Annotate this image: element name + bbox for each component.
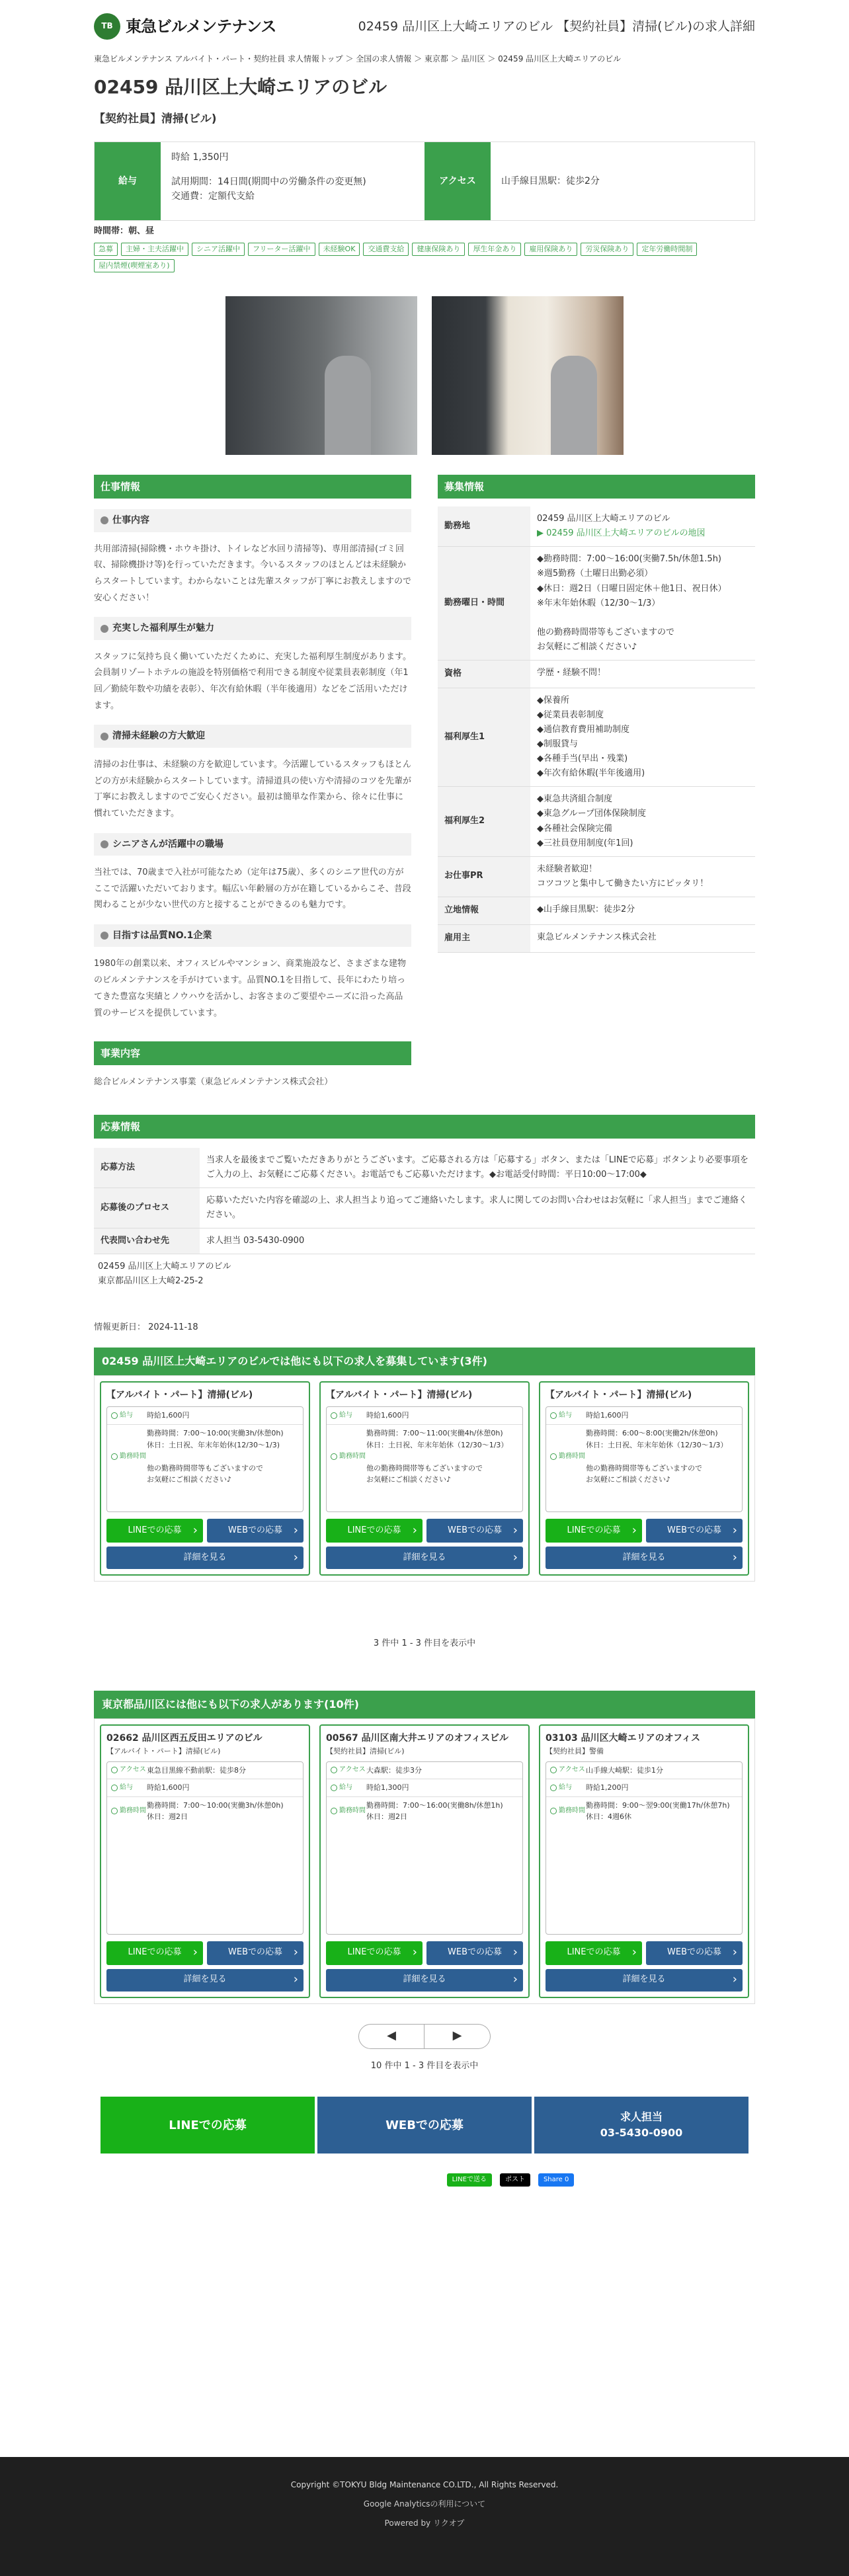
subsection-title: 清掃未経験の方大歓迎 <box>112 731 205 742</box>
detail-button[interactable]: 詳細を見る › <box>326 1547 523 1569</box>
footer <box>0 2457 849 2576</box>
feature-tag: 主婦・主夫活躍中 <box>121 243 188 256</box>
yen-icon <box>550 1785 557 1791</box>
apply-table <box>94 1148 755 1254</box>
clock-icon <box>111 1453 118 1460</box>
same-building-cards <box>94 1375 755 1582</box>
feature-tag: 屋内禁煙(喫煙室あり) <box>94 259 175 272</box>
web-apply-button[interactable]: WEBでの応募 › <box>426 1519 523 1543</box>
subsection-heading <box>94 924 411 947</box>
recruit-label: 福利厚生1 <box>438 688 530 787</box>
line-apply-button[interactable]: LINEでの応募 › <box>106 1941 203 1965</box>
apply-label: 応募方法 <box>94 1148 200 1188</box>
train-icon <box>550 1767 557 1773</box>
job-card[interactable] <box>319 1724 530 1998</box>
bullet-icon <box>101 516 108 524</box>
card-details: アクセス 東急目黒線不動前駅：徒歩8分 給与 時給1,600円 勤務時間 勤務時間：7:00〜10:00(実働3h/休憩0h) 休日：週2日 <box>106 1761 303 1935</box>
apply-value: 当求人を最後までご覧いただきありがとうございます。ご応募される方は「応募する」ボタン、または「LINEで応募」ボタンより必要事項をご入力の上、お気軽にご応募ください。お電話でもご応募いただけます。◆お電話受付時間：平日10:00〜17:00◆ <box>200 1148 755 1188</box>
yen-icon <box>550 1412 557 1419</box>
web-apply-button[interactable]: WEBでの応募 › <box>426 1941 523 1965</box>
detail-button[interactable]: 詳細を見る › <box>546 1547 743 1569</box>
apply-row <box>94 1148 755 1188</box>
x-share-button[interactable]: ポスト <box>500 2173 530 2187</box>
feature-tag: 定年労働時間制 <box>637 243 697 256</box>
feature-tag: 健康保険あり <box>412 243 465 256</box>
recruit-label: お仕事PR <box>438 856 530 897</box>
work-info-heading: 仕事情報 <box>94 475 411 499</box>
clock-icon <box>550 1453 557 1460</box>
train-icon <box>331 1767 337 1773</box>
apply-cta <box>94 2097 755 2153</box>
card-subtitle: 【契約社員】清掃(ビル) <box>326 1747 405 1756</box>
card-salary: 時給1,600円 <box>147 1783 190 1792</box>
job-card[interactable] <box>539 1724 749 1998</box>
job-photo <box>225 296 417 455</box>
recruit-heading: 募集情報 <box>438 475 755 499</box>
subsection-text: スタッフに気持ち良く働いていただくために、充実した福利厚生制度があります。会員制リゾートホテルの施設を特別価格で利用できる制度や従業員表彰制度（年1回／勤続年数や功績を表彰）、年次有給休暇（半年後適用）などをご活用いただけます。 <box>94 651 411 711</box>
card-work-time: 勤務時間：7:00〜10:00(実働3h/休憩0h) 休日：土日祝、年末年始休(12/30〜1/3) 他の勤務時間帯等もございますので お気軽にご相談ください♪ <box>147 1428 284 1484</box>
subsection-heading <box>94 617 411 639</box>
feature-tag: 交通費支給 <box>363 243 409 256</box>
copyright: Copyright ©TOKYU Bldg Maintenance CO.LTD., All Rights Reserved. <box>290 2480 559 2489</box>
card-title[interactable]: 03103 品川区大崎エリアのオフィス <box>546 1732 701 1744</box>
job-subtitle: 【契約社員】清掃(ビル) <box>94 112 217 126</box>
bullet-icon <box>101 840 108 848</box>
clock-icon <box>331 1453 337 1460</box>
line-share-button[interactable]: LINEで送る <box>447 2173 492 2187</box>
other-jobs-cards <box>94 1718 755 2004</box>
line-apply-button[interactable]: LINEでの応募 <box>101 2097 315 2153</box>
site-header <box>94 0 755 53</box>
feature-tag: 急募 <box>94 243 118 256</box>
bullet-icon <box>101 932 108 940</box>
recruit-value: ◆保養所 ◆従業員表彰制度 ◆通信教育費用補助制度 ◆制服貸与 ◆各種手当(早出・残業) ◆年次有給休暇(半年後適用) <box>530 688 755 787</box>
clock-icon <box>111 1808 118 1814</box>
feature-tag: 未経験OK <box>319 243 360 256</box>
card-title[interactable]: 【アルバイト・パート】清掃(ビル) <box>106 1389 253 1400</box>
recruit-row <box>438 661 755 688</box>
bullet-icon <box>101 733 108 741</box>
access-value: 山手線目黒駅：徒歩2分 <box>501 176 600 187</box>
summary-box <box>94 141 755 221</box>
business-heading: 事業内容 <box>94 1041 411 1065</box>
recruit-value: 未経験者歓迎！ コツコツと集中して働きたい方にピッタリ！ <box>530 856 755 897</box>
subsection-text: 1980年の創業以来、オフィスビルやマンション、商業施設など、さまざまな建物のビルメンテナンスを手がけています。品質NO.1を目指して、長年にわたり培ってきた豊富な実績とノウハウを活かし、お客さまのご要望やニーズに沿った高品質のサービスを提供しています。 <box>94 959 407 1018</box>
recruit-value: 東急ビルメンテナンス株式会社 <box>530 924 755 952</box>
feature-tag: 厚生年金あり <box>468 243 521 256</box>
card-salary: 時給1,200円 <box>586 1783 629 1792</box>
subsection-heading <box>94 833 411 856</box>
card-details: 給与 時給1,600円 勤務時間 勤務時間：7:00〜11:00(実働4h/休憩0h) 休日：土日祝、年末年始休（12/30〜1/3） 他の勤務時間帯等もございますので お気軽にご相談ください♪ <box>326 1406 523 1512</box>
subsection-text: 当社では、70歳まで入社が可能なため（定年は75歳）、多くのシニア世代の方がここで活躍いただいております。幅広い年齢層の方が在籍しているからこそ、昔段関わることが少ない世代の方と接することができるのも魅力です。 <box>94 867 411 910</box>
salary-line: 時給 1,350円 <box>171 152 229 163</box>
line-apply-button[interactable]: LINEでの応募 › <box>326 1941 423 1965</box>
detail-button[interactable]: 詳細を見る › <box>326 1969 523 1992</box>
photo-gallery <box>94 296 755 455</box>
card-title[interactable]: 【アルバイト・パート】清掃(ビル) <box>326 1389 473 1400</box>
bullet-icon <box>101 625 108 633</box>
apply-row <box>94 1188 755 1228</box>
recruit-label: 資格 <box>438 661 530 688</box>
recruit-label: 立地情報 <box>438 897 530 924</box>
card-title[interactable]: 【アルバイト・パート】清掃(ビル) <box>546 1389 692 1400</box>
transport-line: 交通費：定額代支給 <box>171 191 255 202</box>
card-details: 給与 時給1,600円 勤務時間 勤務時間：6:00〜8:00(実働2h/休憩0h) 休日：土日祝、年末年始休（12/30〜1/3） 他の勤務時間帯等もございますので お気軽にご相談ください♪ <box>546 1406 743 1512</box>
apply-row <box>94 1228 755 1254</box>
salary-label: 給与 <box>95 142 161 220</box>
yen-icon <box>331 1412 337 1419</box>
card-details: アクセス 大森駅：徒歩3分 給与 時給1,300円 勤務時間 勤務時間：7:00〜16:00(実働8h/休憩1h) 休日：週2日 <box>326 1761 523 1935</box>
clock-icon <box>550 1808 557 1814</box>
card-salary: 時給1,600円 <box>147 1411 190 1420</box>
subsection-heading <box>94 725 411 747</box>
address <box>94 1257 755 1291</box>
subsection-title: 目指すは品質NO.1企業 <box>112 930 212 942</box>
logo-text: 東急ビルメンテナンス <box>126 17 276 36</box>
web-apply-button[interactable]: WEBでの応募 › <box>646 1519 743 1543</box>
job-card[interactable] <box>319 1381 530 1576</box>
subsection-text: 清掃のお仕事は、未経験の方を歓迎しています。今活躍しているスタッフもほとんどの方が未経験からスタートしています。清掃道具の使い方や清掃のコツを先輩が丁寧にお教えしますのでご安心ください。最初は簡単な作業から、徐々に仕事に慣れていただきます。 <box>94 759 411 819</box>
card-work-time: 勤務時間：9:00〜翌9:00(実働17h/休憩7h) 休日：4週6休 <box>586 1800 730 1822</box>
feature-tag: フリーター活躍中 <box>248 243 315 256</box>
subsection-title: 充実した福利厚生が魅力 <box>112 623 214 634</box>
yen-icon <box>111 1412 118 1419</box>
clock-icon <box>331 1808 337 1814</box>
apply-label: 応募後のプロセス <box>94 1188 200 1228</box>
web-apply-button[interactable]: WEBでの応募 › <box>207 1519 303 1543</box>
detail-button[interactable]: 詳細を見る › <box>546 1969 743 1992</box>
feature-tags <box>94 243 755 272</box>
recruit-value: ◆勤務時間：7:00〜16:00(実働7.5h/休憩1.5h) ※週5勤務（土曜日出勤必須） ◆休日：週2日（日曜日固定休＋他1日、祝日休） ※年末年始休暇（12/30〜1/3） 他の勤務時間帯等もございますので お気軽にご相談ください♪ <box>530 547 755 661</box>
card-work-time: 勤務時間：7:00〜11:00(実働4h/休憩0h) 休日：土日祝、年末年始休（12/30〜1/3） 他の勤務時間帯等もございますので お気軽にご相談ください♪ <box>366 1428 508 1484</box>
recruit-label: 勤務地 <box>438 506 530 547</box>
card-subtitle: 【契約社員】警備 <box>546 1747 604 1756</box>
recruit-info <box>438 475 755 1091</box>
map-link[interactable]: ▶ 02459 品川区上大崎エリアのビルの地図 <box>537 528 706 539</box>
recruit-row <box>438 787 755 856</box>
card-work-time: 勤務時間：7:00〜10:00(実働3h/休憩0h) 休日：週2日 <box>147 1800 284 1822</box>
yen-icon <box>111 1785 118 1791</box>
subsection-title: 仕事内容 <box>112 515 149 526</box>
recruit-value: ◆山手線目黒駅：徒歩2分 <box>530 897 755 924</box>
prev-page-button[interactable]: ◀ <box>358 2024 425 2049</box>
card-details: アクセス 山手線大崎駅：徒歩1分 給与 時給1,200円 勤務時間 勤務時間：9:00〜翌9:00(実働17h/休憩7h) 休日：4週6休 <box>546 1761 743 1935</box>
subsection-text: 共用部清掃(掃除機・ホウキ掛け、トイレなど水回り清掃等)、専用部清掃(ゴミ回収、掃除機掛け等)を行っていただきます。今いるスタッフのほとんどは未経験からスタートしています。わからないことは先輩スタッフが丁寧にお教えしますので安心ください！ <box>94 543 411 603</box>
analytics-link[interactable]: Google Analyticsの利用について <box>363 2499 486 2509</box>
subsection-title: シニアさんが活躍中の職場 <box>112 838 223 850</box>
facebook-share-button[interactable]: Share 0 <box>538 2173 574 2187</box>
recruit-row <box>438 856 755 897</box>
result-count: 10 件中 1 - 3 件目を表示中 <box>370 2060 479 2071</box>
card-salary: 時給1,600円 <box>366 1411 409 1420</box>
card-salary: 時給1,300円 <box>366 1783 409 1792</box>
recruit-row <box>438 897 755 924</box>
updated-date: 情報更新日： 2024-11-18 <box>94 1322 198 1332</box>
recruit-value: 02459 品川区上大崎エリアのビル ▶ 02459 品川区上大崎エリアのビルの地図 <box>530 506 755 547</box>
logo-mark-icon: TB <box>94 13 120 40</box>
recruit-row <box>438 547 755 661</box>
card-details: 給与 時給1,600円 勤務時間 勤務時間：7:00〜10:00(実働3h/休憩0h) 休日：土日祝、年末年始休(12/30〜1/3) 他の勤務時間帯等もございますので お気軽にご相談ください♪ <box>106 1406 303 1512</box>
page-title: 02459 品川区上大崎エリアのビル <box>94 76 387 98</box>
recruit-label: 福利厚生2 <box>438 787 530 856</box>
business-text: 総合ビルメンテナンス事業（東急ビルメンテナンス株式会社） <box>94 1077 333 1088</box>
pager <box>94 2024 755 2049</box>
same-building-heading: 02459 品川区上大崎エリアのビルでは他にも以下の求人を募集しています(3件) <box>94 1348 755 1375</box>
trial-line: 試用期間：14日間(期間中の労働条件の変更無) <box>171 176 366 187</box>
detail-button[interactable]: 詳細を見る › <box>106 1969 303 1992</box>
logo[interactable] <box>94 13 276 40</box>
card-work-time: 勤務時間：6:00〜8:00(実働2h/休憩0h) 休日：土日祝、年末年始休（12/30〜1/3） 他の勤務時間帯等もございますので お気軽にご相談ください♪ <box>586 1428 728 1484</box>
card-salary: 時給1,600円 <box>586 1411 629 1420</box>
apply-value: 応募いただいた内容を確認の上、求人担当より追ってご連絡いたします。求人に関してのお問い合わせはお気軽に「求人担当」までご連絡ください。 <box>200 1188 755 1228</box>
web-apply-button[interactable]: WEBでの応募 › <box>207 1941 303 1965</box>
card-access: 山手線大崎駅：徒歩1分 <box>586 1765 663 1775</box>
salary-value <box>161 142 377 220</box>
apply-value: 求人担当 03-5430-0900 <box>200 1228 755 1254</box>
header-title: 02459 品川区上大崎エリアのビル 【契約社員】清掃(ビル)の求人詳細 <box>358 19 755 34</box>
recruit-row <box>438 506 755 547</box>
apply-heading: 応募情報 <box>94 1115 755 1139</box>
work-info <box>94 475 411 1091</box>
address-line: 02459 品川区上大崎エリアのビル <box>98 1262 231 1272</box>
job-card[interactable] <box>100 1381 310 1576</box>
card-access: 東急目黒線不動前駅：徒歩8分 <box>147 1765 246 1775</box>
access-label: アクセス <box>425 142 491 220</box>
phone-number: 03-5430-0900 <box>600 2126 683 2140</box>
time-band: 時間帯：朝、昼 <box>94 226 155 237</box>
card-subtitle: 【アルバイト・パート】清掃(ビル) <box>106 1747 221 1756</box>
yen-icon <box>331 1785 337 1791</box>
breadcrumb[interactable]: 東急ビルメンテナンス アルバイト・パート・契約社員 求人情報トップ ＞ 全国の求人情報 ＞ 東京都 ＞ 品川区 ＞ 02459 品川区上大崎エリアのビル <box>94 54 622 63</box>
train-icon <box>111 1767 118 1773</box>
recruit-value: 学歴・経験不問！ <box>530 661 755 688</box>
address-line: 東京都品川区上大崎2-25-2 <box>98 1276 204 1287</box>
job-card[interactable] <box>100 1724 310 1998</box>
next-page-button[interactable]: ▶ <box>425 2024 491 2049</box>
powered-by[interactable]: Powered by リクオプ <box>384 2518 465 2528</box>
recruit-row <box>438 924 755 952</box>
web-apply-button[interactable]: WEBでの応募 › <box>646 1941 743 1965</box>
card-access: 大森駅：徒歩3分 <box>366 1765 422 1775</box>
feature-tag: 雇用保険あり <box>524 243 577 256</box>
share-buttons <box>266 2173 755 2187</box>
recruit-value: ◆東急共済組合制度 ◆東急グループ団体保険制度 ◆各種社会保険完備 ◆三社員登用制度(年1回) <box>530 787 755 856</box>
line-apply-button[interactable]: LINEでの応募 › <box>106 1519 203 1543</box>
result-count: 3 件中 1 - 3 件目を表示中 <box>373 1638 476 1649</box>
other-jobs-heading: 東京都品川区には他にも以下の求人があります(10件) <box>94 1691 755 1718</box>
card-work-time: 勤務時間：7:00〜16:00(実働8h/休憩1h) 休日：週2日 <box>366 1800 503 1822</box>
card-title[interactable]: 02662 品川区西五反田エリアのビル <box>106 1732 263 1744</box>
subsection-heading <box>94 509 411 532</box>
line-apply-button[interactable]: LINEでの応募 › <box>546 1519 642 1543</box>
recruit-table <box>438 506 755 952</box>
recruit-label: 勤務曜日・時間 <box>438 547 530 661</box>
apply-label: 代表問い合わせ先 <box>94 1228 200 1254</box>
feature-tag: 労災保険あり <box>581 243 633 256</box>
recruit-row <box>438 688 755 787</box>
line-apply-button[interactable]: LINEでの応募 › <box>326 1519 423 1543</box>
job-photo <box>432 296 624 455</box>
detail-button[interactable]: 詳細を見る › <box>106 1547 303 1569</box>
web-apply-button[interactable]: WEBでの応募 <box>317 2097 532 2153</box>
phone-button[interactable] <box>534 2097 748 2153</box>
job-card[interactable] <box>539 1381 749 1576</box>
recruit-label: 雇用主 <box>438 924 530 952</box>
line-apply-button[interactable]: LINEでの応募 › <box>546 1941 642 1965</box>
phone-label: 求人担当 <box>620 2111 663 2124</box>
card-title[interactable]: 00567 品川区南大井エリアのオフィスビル <box>326 1732 509 1744</box>
feature-tag: シニア活躍中 <box>192 243 245 256</box>
